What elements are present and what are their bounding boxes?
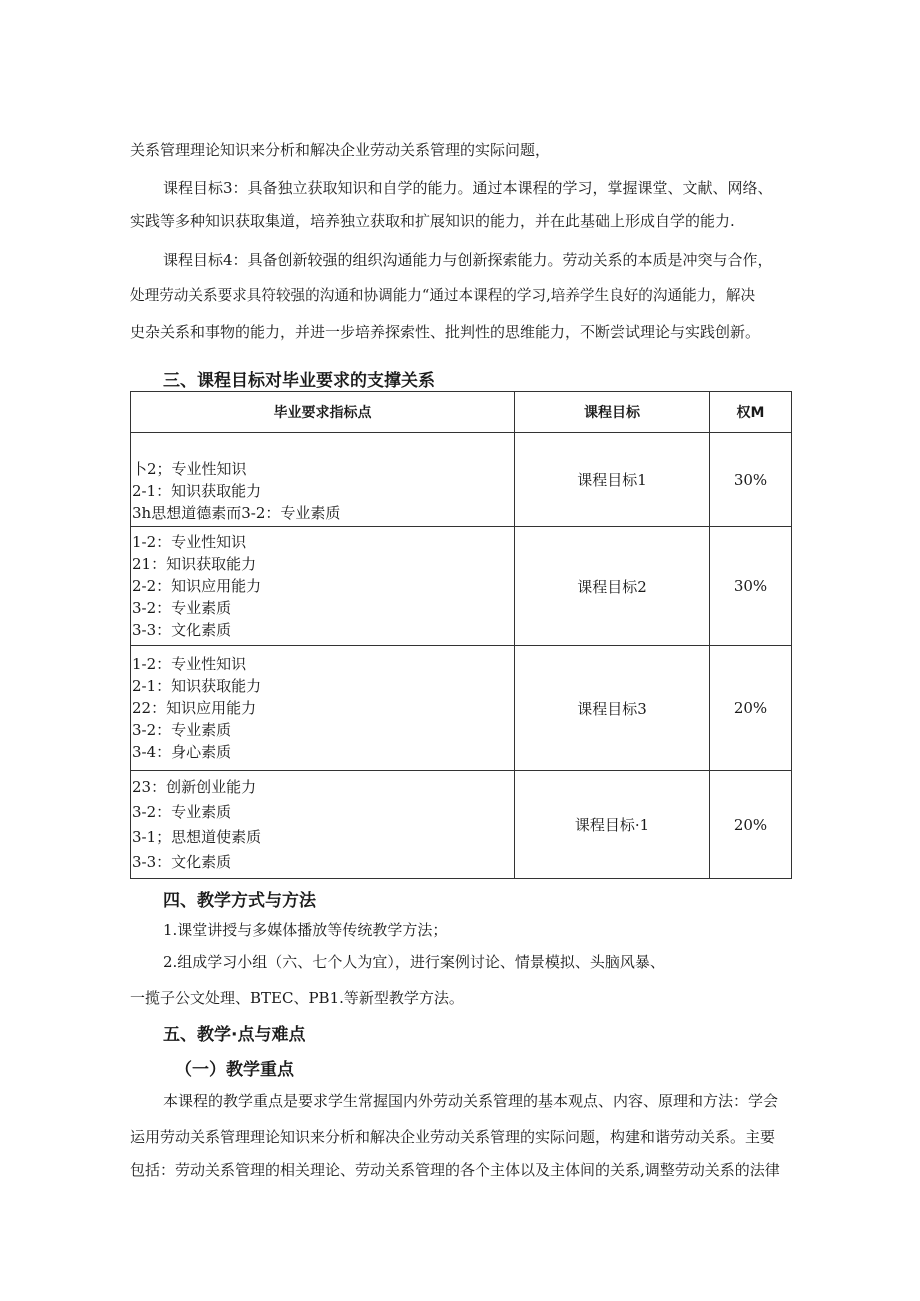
requirement-points xyxy=(131,527,515,646)
header-goal: 课程目标 xyxy=(515,392,710,433)
table-row xyxy=(131,433,792,527)
goal-weight: 20% xyxy=(710,646,792,771)
requirement-point: 3-2：专业素质 xyxy=(132,802,232,821)
requirement-point: 22：知识应用能力 xyxy=(132,699,257,717)
section3-heading: 三、课程目标对毕业要求的支撑关系 xyxy=(163,371,435,391)
intro-line: 关系管理理论知识来分析和解决企业劳动关系管理的实际问题， xyxy=(130,141,551,159)
key-point-line: 本课程的教学重点是要求学生常握国内外劳动关系管理的基本观点、内容、原理和方法：学会 xyxy=(163,1092,779,1110)
requirement-point: 3-1；思想道使素质 xyxy=(132,827,262,846)
intro-line: 课程目标4：具备创新较强的组织沟通能力与创新探索能力。劳动关系的本质是冲突与合作， xyxy=(163,251,773,269)
requirement-point: 1-2：专业性知识 xyxy=(132,655,247,673)
key-point-line: 运用劳动关系管理理论知识来分析和解决企业劳动关系管理的实际问题，构建和谐劳动关系。主要 xyxy=(130,1128,776,1146)
requirement-points xyxy=(131,771,515,879)
requirement-point: 3-2：专业素质 xyxy=(132,599,232,617)
requirement-point: 23：创新创业能力 xyxy=(132,777,257,796)
requirement-point: 卜2；专业性知识 xyxy=(132,460,247,478)
intro-line: 史杂关系和事物的能力，并进一步培养探索性、批判性的思维能力，不断尝试理论与实践创新。 xyxy=(130,323,761,341)
table-row xyxy=(131,771,792,879)
requirement-point: 21：知识获取能力 xyxy=(132,555,257,573)
support-table xyxy=(130,391,792,879)
method-line: 1.课堂讲授与多媒体播放等传统教学方法； xyxy=(163,921,448,939)
table-header-row xyxy=(131,392,792,433)
intro-line: 课程目标3：具备独立获取知识和自学的能力。通过本课程的学习，掌握课堂、文献、网络、 xyxy=(163,179,773,197)
goal-weight: 30% xyxy=(710,527,792,646)
requirement-point: 3-3：文化素质 xyxy=(132,852,232,871)
requirement-point: 3h思想道德素而3-2：专业素质 xyxy=(132,504,341,522)
requirement-points xyxy=(131,646,515,771)
intro-line: 处理劳动关系要求具符较强的沟通和协调能力“通过本课程的学习,培养学生良好的沟通能力，解决 xyxy=(130,287,756,304)
course-goal: 课程目标3 xyxy=(515,646,710,771)
requirement-point: 2-2：知识应用能力 xyxy=(132,577,262,595)
course-goal: 课程目标1 xyxy=(515,433,710,527)
method-line: 2.组成学习小组（六、七个人为宜），进行案例讨论、情景模拟、头脑风暴、 xyxy=(163,953,665,971)
requirement-point: 3-3：文化素质 xyxy=(132,621,232,639)
course-goal: 课程目标2 xyxy=(515,527,710,646)
requirement-point: 3-2：专业素质 xyxy=(132,721,232,739)
requirement-points xyxy=(131,433,515,527)
requirement-point: 3-4：身心素质 xyxy=(132,743,232,761)
requirement-point: 2-1：知识获取能力 xyxy=(132,677,262,695)
key-point-line: 包括：劳动关系管理的相关理论、劳动关系管理的各个主体以及主体间的关系,调整劳动关系的法律 xyxy=(130,1161,780,1179)
table-row xyxy=(131,646,792,771)
header-weight: 权M xyxy=(710,392,792,433)
goal-weight: 30% xyxy=(710,433,792,527)
section5-heading: 五、教学·点与难点 xyxy=(163,1025,306,1045)
section4-heading: 四、教学方式与方法 xyxy=(163,891,316,911)
method-line: 一揽子公文处理、BTEC、PB1.等新型教学方法。 xyxy=(130,989,464,1007)
intro-line: 实践等多种知识获取集道，培养独立获取和扩展知识的能力，并在此基础上形成自学的能力. xyxy=(130,212,735,230)
requirement-point: 2-1：知识获取能力 xyxy=(132,482,262,500)
header-points: 毕业要求指标点 xyxy=(131,392,515,433)
requirement-point: 1-2：专业性知识 xyxy=(132,533,247,551)
table-row xyxy=(131,527,792,646)
section5-subheading: （一）教学重点 xyxy=(175,1060,294,1080)
goal-weight: 20% xyxy=(710,771,792,879)
course-goal: 课程目标·1 xyxy=(515,771,710,879)
